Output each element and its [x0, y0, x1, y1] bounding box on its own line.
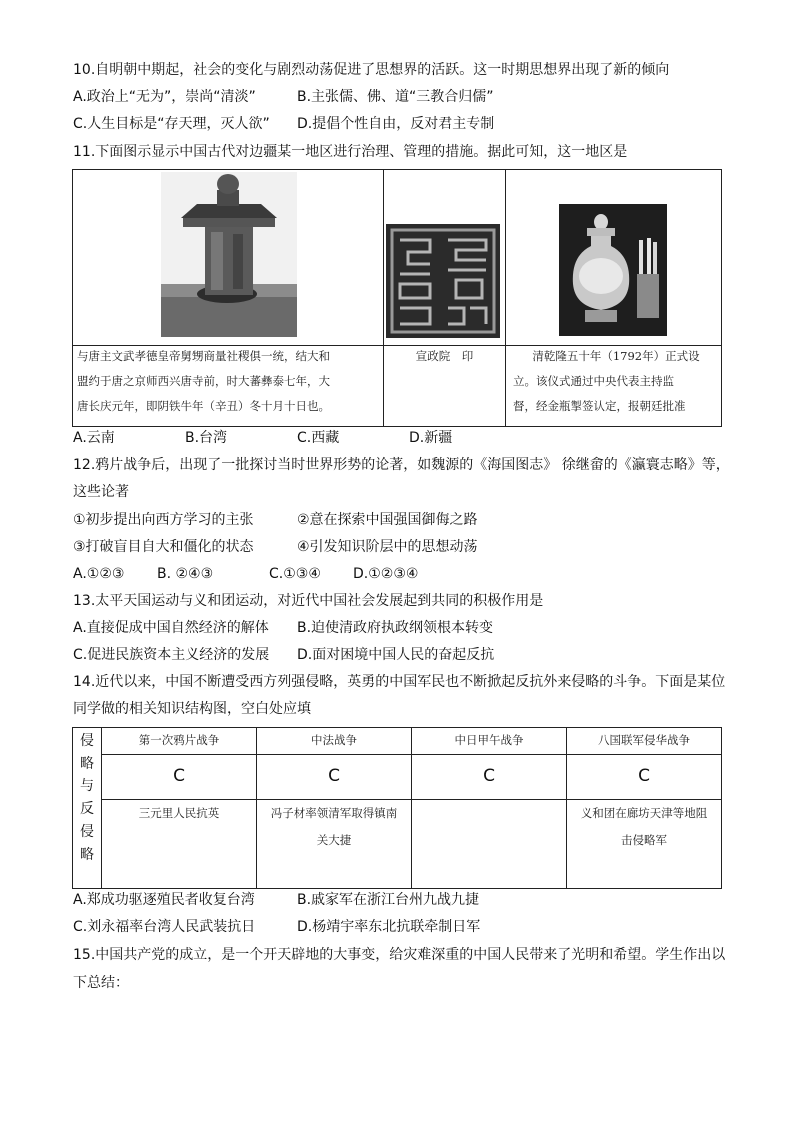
q15-stem-line-1: 15.中国共产党的成立，是一个开天辟地的大事变，给灾难深重的中国人民带来了光明和希望。学生作出以: [73, 947, 726, 963]
q13-option-b: B.迫使清政府执政纲领根本转变: [297, 620, 494, 636]
resistance-line: 三元里人民抗英: [138, 806, 220, 820]
q12-option-a: A.①②③: [73, 566, 125, 582]
war-header: 中法战争: [311, 733, 357, 747]
resistance-cell: [567, 800, 721, 854]
q12-stem-line-2: 这些论著: [73, 484, 129, 500]
resistance-line: 关大捷: [316, 833, 352, 847]
war-header: 中日甲午战争: [454, 733, 524, 747]
q10-option-b: B.主张儒、佛、道“三教合归儒”: [297, 89, 494, 105]
golden-urn-image: [559, 204, 667, 336]
q10-option-c: C.人生目标是“存天理，灭人欲”: [73, 116, 270, 132]
q13-option-c: C.促进民族资本主义经济的发展: [73, 647, 270, 663]
row-label-char: 侵: [80, 823, 94, 840]
q14-option-c: C.刘永福率台湾人民武装抗日: [73, 919, 256, 935]
stele-caption-line: 与唐主文武孝德皇帝舅甥商量社稷俱一统，结大和: [77, 349, 330, 363]
q10-option-a: A.政治上“无为”，崇尚“清淡”: [73, 89, 256, 105]
row-label-vertical: [73, 730, 101, 866]
q14-option-a: A.郑成功驱逐殖民者收复台湾: [73, 892, 255, 908]
resistance-line: 冯子材率领清军取得镇南: [270, 806, 398, 820]
row-label-char: 略: [80, 846, 94, 863]
blank-cell: C: [328, 766, 340, 786]
q12-statement-4: ④引发知识阶层中的思想动荡: [297, 539, 478, 555]
q11-stem: 11.下面图示显示中国古代对边疆某一地区进行治理、管理的措施。据此可知，这一地区是: [73, 144, 628, 160]
q14-knowledge-table: [72, 727, 722, 889]
q13-stem: 13.太平天国运动与义和团运动，对近代中国社会发展起到共同的积极作用是: [73, 593, 544, 609]
q11-option-d: D.新疆: [409, 430, 453, 446]
stone-stele-image: [161, 172, 297, 337]
urn-caption-line: 清乾隆五十年（1792年）正式设: [532, 349, 700, 363]
q13-option-d: D.面对困境中国人民的奋起反抗: [297, 647, 495, 663]
urn-caption-line: 督，经金瓶掣签认定，报朝廷批准: [513, 399, 686, 413]
q11-option-c: C.西藏: [297, 430, 340, 446]
q13-option-a: A.直接促成中国自然经济的解体: [73, 620, 269, 636]
q12-stem-line-1: 12.鸦片战争后，出现了一批探讨当时世界形势的论著，如魏源的《海国图志》 徐继畲的《瀛寰志略》等，: [73, 457, 730, 473]
resistance-cell: [102, 800, 256, 827]
q14-stem-line-2: 同学做的相关知识结构图，空白处应填: [73, 701, 311, 717]
official-seal-image: [386, 224, 500, 338]
resistance-cell: [257, 800, 411, 854]
stele-caption-line: 盟约于唐之京师西兴唐寺前，时大蕃彝泰七年，大: [77, 374, 330, 388]
q11-option-a: A.云南: [73, 430, 115, 446]
war-header: 第一次鸦片战争: [138, 733, 220, 747]
resistance-line: 义和团在廊坊天津等地阻: [580, 806, 708, 820]
q12-option-b: B. ②④③: [157, 566, 214, 582]
q12-statement-2: ②意在探索中国强国御侮之路: [297, 512, 478, 528]
q11-option-b: B.台湾: [185, 430, 228, 446]
q12-statement-3: ③打破盲目自大和僵化的状态: [73, 539, 254, 555]
q11-image-table: [72, 169, 722, 427]
row-label-char: 略: [80, 755, 94, 772]
urn-caption-line: 立。该仪式通过中央代表主持监: [513, 374, 674, 388]
q15-stem-line-2: 下总结：: [73, 975, 129, 991]
urn-caption: [513, 344, 719, 419]
q14-option-d: D.杨靖宇率东北抗联牵制日军: [297, 919, 481, 935]
seal-caption-line: 宣政院 印: [415, 349, 474, 363]
q14-stem-line-1: 14.近代以来，中国不断遭受西方列强侵略，英勇的中国军民也不断掀起反抗外来侵略的斗争。下面是某位: [73, 674, 726, 690]
q12-statement-1: ①初步提出向西方学习的主张: [73, 512, 254, 528]
blank-cell: C: [173, 766, 185, 786]
q10-option-d: D.提倡个性自由，反对君主专制: [297, 116, 495, 132]
row-label-char: 与: [80, 778, 94, 795]
q12-option-c: C.①③④: [269, 566, 321, 582]
q14-option-b: B.戚家军在浙江台州九战九捷: [297, 892, 480, 908]
seal-caption: [384, 344, 505, 369]
row-label-char: 侵: [80, 733, 94, 749]
blank-cell: C: [638, 766, 650, 786]
q12-option-d: D.①②③④: [353, 566, 419, 582]
blank-cell: C: [483, 766, 495, 786]
stele-caption: [77, 344, 381, 419]
resistance-line: 击侵略军: [621, 833, 667, 847]
row-label-char: 反: [80, 801, 94, 818]
stele-caption-line: 唐长庆元年，即阴铁牛年（辛丑）冬十月十日也。: [77, 399, 330, 413]
q10-stem: 10.自明朝中期起，社会的变化与剧烈动荡促进了思想界的活跃。这一时期思想界出现了新的倾向: [73, 62, 670, 78]
war-header: 八国联军侵华战争: [598, 733, 690, 747]
